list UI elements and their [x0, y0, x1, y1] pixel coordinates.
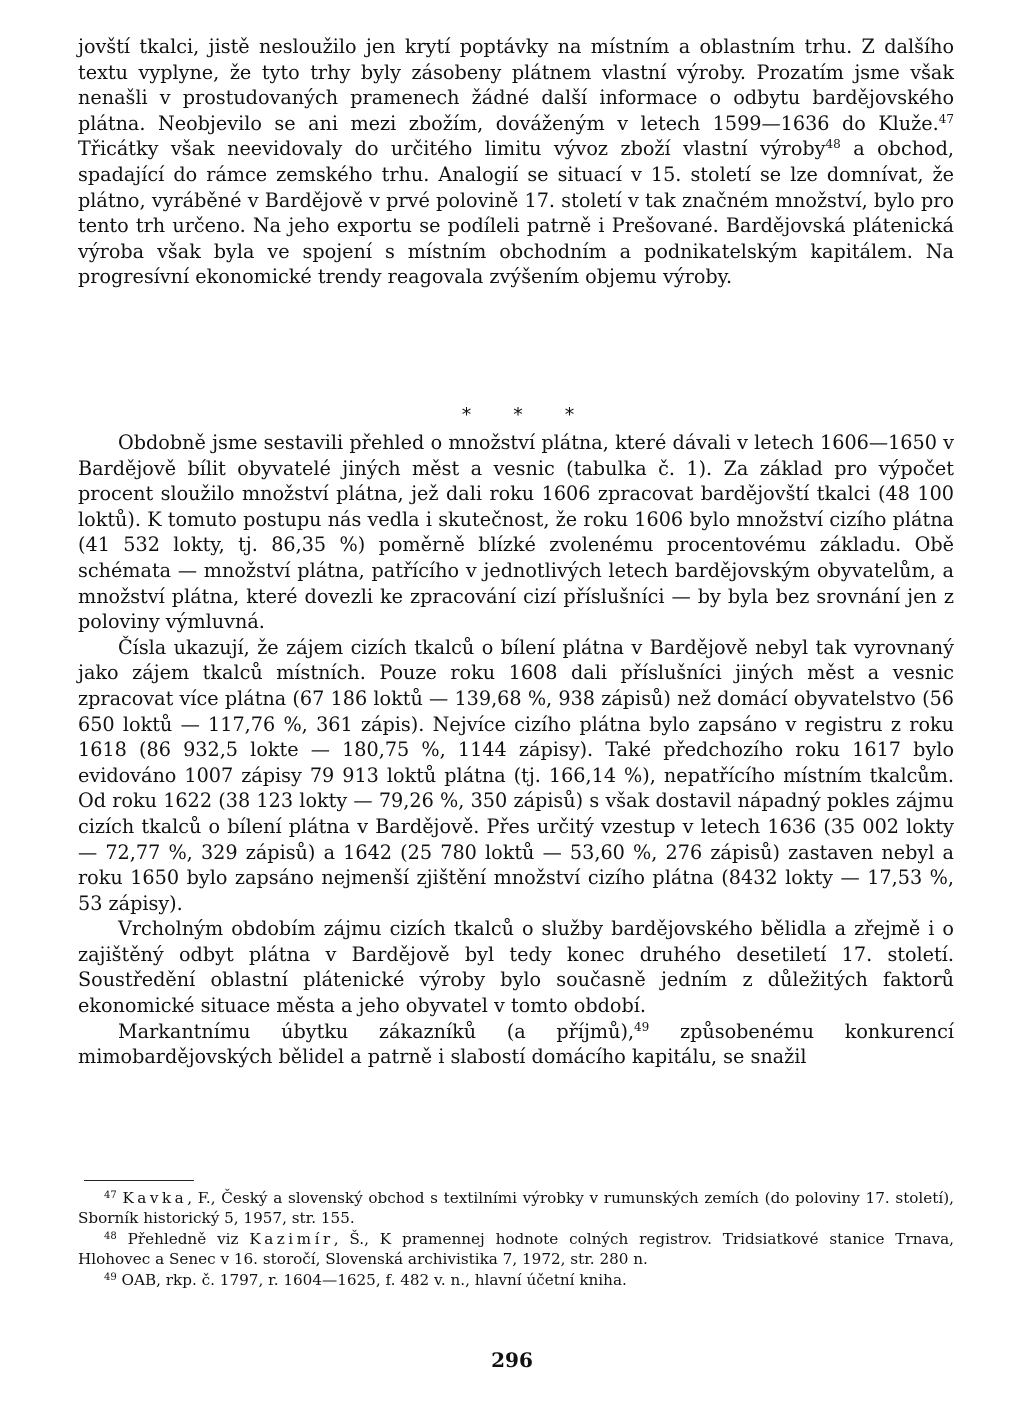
paragraph-3: Čísla ukazují, že zájem cizích tkalců o bílení plátna v Bardějově nebyl tak vyrovnaný jako zájem tkalců místních. Pouze roku 1608 dali příslušníci jiných měst a vesnic zpracovat více plátna (67 186 loktů — 139,68 %, 938 zápisů) než domácí obyvatelstvo (56 650 loktů — 117,76 %, 361 zápis). Nejvíce cizího plátna bylo zapsáno v registru z roku 1618 (86 932,5 lokte — 180,75 %, 1144 zápisy). Také předchozího roku 1617 bylo evidováno 1007 zápisy 79 913 loktů plátna (tj. 166,14 %), nepatřícího místním tkalcům. Od roku 1622 (38 123 lokty — 79,26 %, 350 zápisů) s však dostavil nápadný pokles zájmu cizích tkalců o bílení plátna v Bardějově. Přes určitý vzestup v letech 1636 (35 002 lokty — 72,77 %, 329 zápisů) a 1642 (25 780 loktů — 53,60 %, 276 zápisů) zastaven nebyl a roku 1650 bylo zapsáno nejmenší zjištění množství cizího plátna (8432 lokty — 17,53 %, 53 zápisy). [78, 635, 954, 915]
section-separator: * * * [461, 404, 593, 426]
footnote-ref-49[interactable]: 49 [634, 1019, 650, 1034]
footnote-ref-47[interactable]: 47 [938, 111, 954, 126]
footnotes [78, 1188, 954, 1290]
footnote-49: $^{49}$ OAB, rkp. č. 1797, r. 1604—1625, f. 482 v. n., hlavní účetní kniha. [104, 1270, 627, 1289]
footnote-48: $^{48}$ Přehledně viz Kazimír, Š., K pramennej hodnote colných registrov. Tridsiatkové stanice Trnava, Hlohovec a Senec v 16. storočí, Slovenská archivistika 7, 1972, str. 280 n. [78, 1229, 954, 1269]
paragraph-5: Markantnímu úbytku zákazníků (a příjmů),$^{49}$ způsobenému konkurencí mimobardějovských bělidel a patrně i slabostí domácího kapitálu, se snažil [78, 1019, 954, 1069]
main-text-bottom [78, 430, 954, 1070]
page-number: 296 [491, 1348, 533, 1372]
paragraph-1: jovští tkalci, jistě nesloužilo jen krytí poptávky na místním a oblastním trhu. Z dalšího textu vyplyne, že tyto trhy byly zásobeny plátnem vlastní výroby. Prozatím jsme však nenašli v prostudovaných pramenech žádné další informace o odbytu bardějovského plátna. Neobjevilo se ani mezi zbožím, dováženým v letech 1599—1636 do Kluže.$^{47}$ Třicátky však neevidovaly do určitého limitu vývoz zboží vlastní výroby$^{48}$ a obchod, spadající do rámce zemského trhu. Analogií se situací v 15. století se lze domnívat, že plátno, vyráběné v Bardějově v prvé polovině 17. století v tak značném množství, bylo pro tento trh určeno. Na jeho exportu se podíleli patrně i Prešované. Bardějovská plátenická výroba však byla ve spojení s místním obchodním a podnikatelským kapitálem. Na progresívní ekonomické trendy reagovala zvýšením objemu výroby. [78, 35, 954, 289]
paragraph-4: Vrcholným obdobím zájmu cizích tkalců o služby bardějovského bělidla a zřejmě i o zajištěný odbyt plátna v Bardějově byl tedy konec druhého desetiletí 17. století. Soustředění oblastní plátenické výroby bylo současně jedním z důležitých faktorů ekonomické situace města a jeho obyvatel v tomto období. [78, 917, 954, 1018]
main-text-top [78, 34, 954, 290]
footnote-47: $^{47}$ Kavka, F., Český a slovenský obchod s textilními výrobky v rumunských zemích (do poloviny 17. století), Sborník historický 5, 1957, str. 155. [78, 1189, 954, 1228]
paragraph-2: Obdobně jsme sestavili přehled o množství plátna, které dávali v letech 1606—1650 v Bardějově bílit obyvatelé jiných měst a vesnic (tabulka č. 1). Za základ pro výpočet procent sloužilo množství plátna, jež dali roku 1606 zpracovat bardějovští tkalci (48 100 loktů). K tomuto postupu nás vedla i skutečnost, že roku 1606 bylo množství cizího plátna (41 532 lokty, tj. 86,35 %) poměrně blízké zvolenému procentovému základu. Obě schémata — množství plátna, patřícího v jednotlivých letech bardějovským obyvatelům, a množství plátna, které dovezli ke zpracování cizí příslušníci — by byla bez srovnání jen z poloviny výmluvná. [78, 431, 954, 634]
footnote-ref-48[interactable]: 48 [825, 137, 841, 152]
footnote-divider [84, 1180, 194, 1181]
